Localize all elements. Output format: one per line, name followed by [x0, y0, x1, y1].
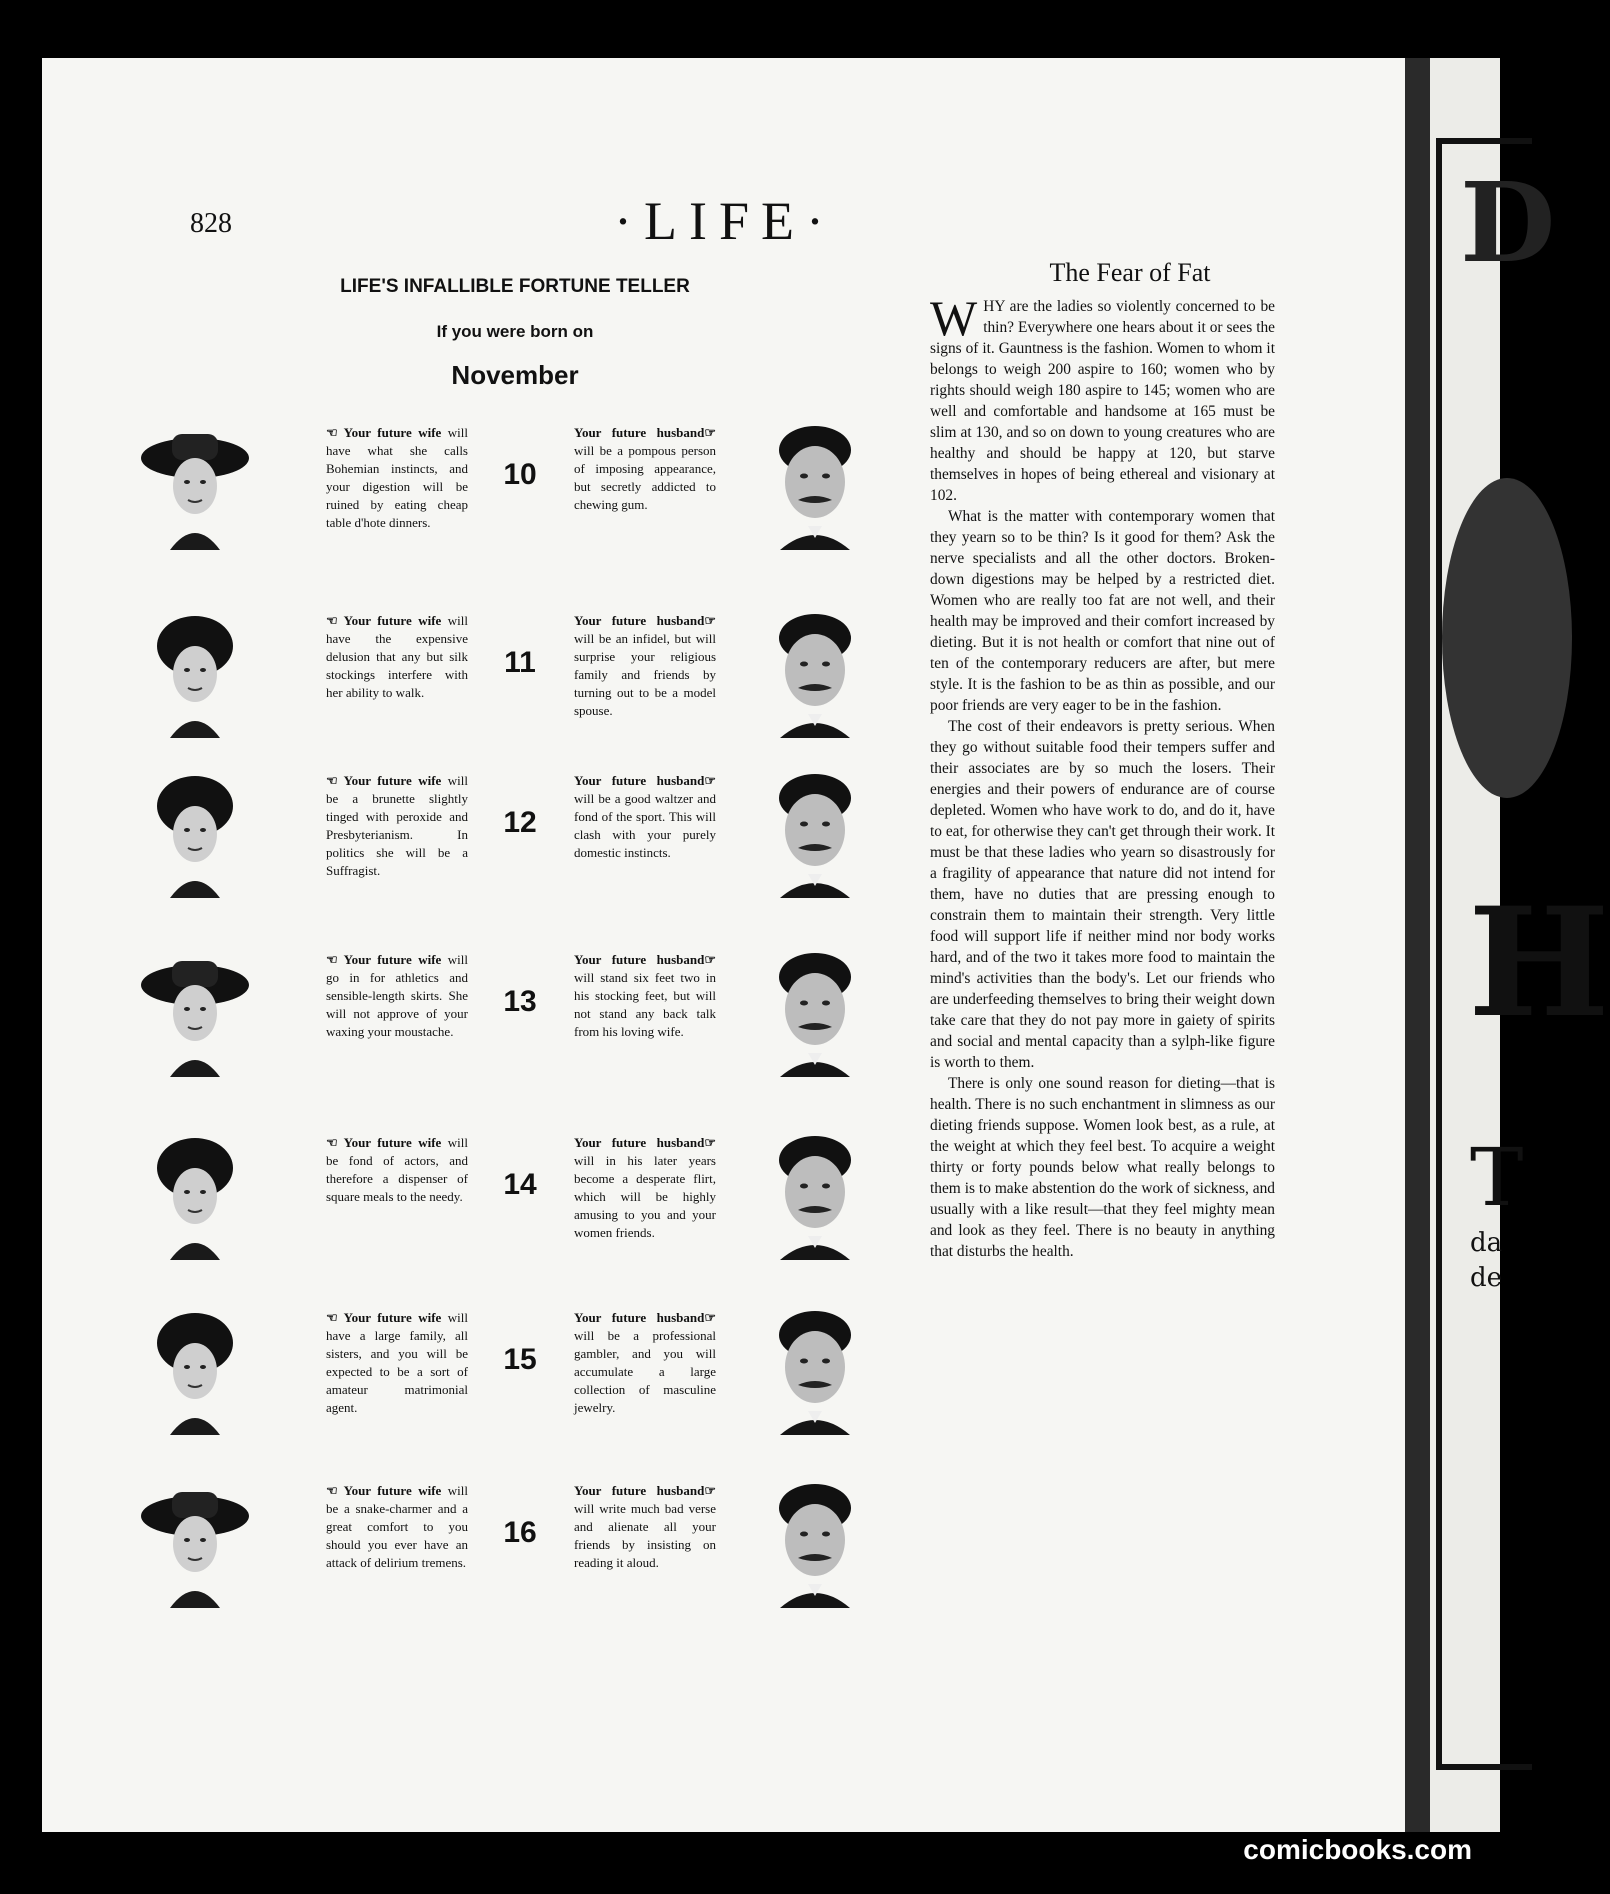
facing-page-letter-h: H — [1468, 875, 1610, 1051]
husband-fortune-text — [574, 1309, 716, 1417]
wife-fortune-body: will have a large family, all sisters, and you will be expected to be a sort of amateur matrimonial agent. — [326, 1310, 468, 1415]
book-gutter — [1405, 58, 1430, 1832]
article-dropcap: W — [930, 290, 978, 346]
wife-portrait-image — [140, 947, 250, 1077]
birth-day-number: 16 — [503, 1516, 537, 1549]
article-paragraph-text: There is only one sound reason for dieting—that is health. There is no such enchantment in slimness as our dieting friends suppose. Women look best, as a rule, at the weight at which they feel best. To acquire a weight thirty or forty pounds below what really belongs to them is to make abstention do the work of sickness, and usually with a like result—that they feel mighty mean and look as they feel. There is no beauty in anything that disturbs the health. — [930, 1075, 1275, 1260]
wife-portrait-image — [140, 608, 250, 738]
facing-page-letter-d: D — [1460, 158, 1556, 287]
wife-lead-label: ☜ Your future wife — [326, 613, 448, 628]
facing-page-letter-t: T — [1470, 1131, 1524, 1224]
article-paragraph — [930, 290, 1275, 506]
wife-fortune-text — [326, 424, 468, 532]
husband-fortune-body: will be a good waltzer and fond of the sport. This will clash with your purely domestic instincts. — [574, 791, 716, 860]
birth-day-number: 14 — [503, 1168, 537, 1201]
fortune-row — [140, 768, 870, 928]
husband-portrait-image — [760, 608, 870, 738]
watermark: comicbooks.com — [1243, 1834, 1472, 1865]
fortune-row — [140, 1478, 870, 1638]
wife-portrait-image — [140, 1478, 250, 1608]
birth-day-number: 15 — [503, 1343, 537, 1376]
facing-page-text-de: de — [1470, 1263, 1503, 1293]
wife-portrait-image — [140, 768, 250, 898]
facing-page-text-da: da — [1470, 1228, 1503, 1258]
fortune-teller-subtitle: If you were born on — [436, 322, 594, 341]
husband-fortune-body: will stand six feet two in his stocking feet, but will not stand any back talk from his loving wife. — [574, 970, 716, 1039]
husband-portrait-image — [760, 1305, 870, 1435]
husband-fortune-body: will be an infidel, but will surprise your religious family and friends by turning out to be a model spouse. — [574, 631, 716, 718]
husband-portrait-image — [760, 1478, 870, 1608]
article-paragraph-text: The cost of their endeavors is pretty serious. When they go without suitable food their tempers suffer and their associates are by so much the losers. Their energies and their powers of endurance are of course depleted. Women who have work to do, and do it, have to eat, for otherwise they can't get through their work. It must be that these ladies who yearn so disastrously for a fragility of appearance that nature did not intend for them, have no duties that are pressing enough to constrain them to maintain their strength. Very little food will support life if neither mind nor body works hard, and of the two it takes more food to maintain the mind's activities than the body's. Let our friends who are underfeeding themselves to bring their weight down take care that they do not pay more in gaiety of spirits and social and mental capacity than a sylph-like figure is worth to them. — [930, 718, 1275, 1071]
birth-day-number: 10 — [503, 458, 537, 491]
article-paragraph-text: What is the matter with contemporary women that they yearn so to be thin? Is it good for them? Ask the nerve specialists and all the other doctors. Broken-down digestions may be helped by a restricted diet. Women who are really too fat are not well, and their health may be improved and their comfort increased by dieting. But it is not health or comfort that nine out of ten of the contemporary reducers are after, but mere style. It is the fashion to be as thin as possible, and our poor friends are very eager to be in the fashion. — [930, 508, 1275, 714]
husband-fortune-text — [574, 772, 716, 862]
wife-fortune-body: will go in for athletics and sensible-length skirts. She will not approve of your waxing your moustache. — [326, 952, 468, 1039]
wife-fortune-body: will be fond of actors, and therefore a dispenser of square meals to the needy. — [326, 1135, 468, 1204]
wife-fortune-body: will be a snake-charmer and a great comfort to you should you ever have an attack of delirium tremens. — [326, 1483, 468, 1570]
fortune-row — [140, 420, 870, 580]
wife-fortune-text — [326, 1134, 468, 1206]
fortune-teller-title: LIFE'S INFALLIBLE FORTUNE TELLER — [340, 276, 690, 297]
wife-lead-label: ☜ Your future wife — [326, 952, 448, 967]
husband-lead-label: Your future husband☞ — [574, 952, 716, 967]
husband-lead-label: Your future husband☞ — [574, 1310, 716, 1325]
husband-portrait-image — [760, 947, 870, 1077]
husband-lead-label: Your future husband☞ — [574, 1135, 716, 1150]
wife-portrait-image — [140, 1130, 250, 1260]
wife-lead-label: ☜ Your future wife — [326, 1310, 448, 1325]
husband-fortune-body: will in his later years become a desperate flirt, which will be highly amusing to you and your women friends. — [574, 1153, 716, 1240]
husband-fortune-body: will be a pompous person of imposing appearance, but secretly addicted to chewing gum. — [574, 443, 716, 512]
fortune-row — [140, 947, 870, 1107]
husband-fortune-text — [574, 1482, 716, 1572]
husband-lead-label: Your future husband☞ — [574, 1483, 716, 1498]
fortune-teller-month: November — [451, 360, 579, 390]
husband-fortune-body: will write much bad verse and alienate all your friends by insisting on reading it aloud. — [574, 1501, 716, 1570]
birth-day-number: 12 — [503, 806, 537, 839]
facing-page-fragment — [1430, 58, 1610, 1832]
article-paragraph — [930, 716, 1275, 1073]
fortune-row — [140, 1130, 870, 1290]
wife-fortune-text — [326, 951, 468, 1041]
wife-lead-label: ☜ Your future wife — [326, 1135, 448, 1150]
birth-day-number: 13 — [503, 985, 537, 1018]
husband-fortune-text — [574, 424, 716, 514]
husband-lead-label: Your future husband☞ — [574, 613, 716, 628]
article-title: The Fear of Fat — [1049, 258, 1211, 287]
wife-lead-label: ☜ Your future wife — [326, 425, 448, 440]
husband-lead-label: Your future husband☞ — [574, 425, 716, 440]
wife-fortune-text — [326, 772, 468, 880]
husband-fortune-text — [574, 1134, 716, 1242]
husband-lead-label: Your future husband☞ — [574, 773, 716, 788]
husband-fortune-body: will be a professional gambler, and you will accumulate a large collection of masculine jewelry. — [574, 1328, 716, 1415]
husband-fortune-text — [574, 612, 716, 720]
wife-fortune-text — [326, 612, 468, 702]
wife-lead-label: ☜ Your future wife — [326, 1483, 448, 1498]
masthead-title: ·LIFE· — [614, 191, 836, 251]
fortune-row — [140, 1305, 870, 1465]
husband-portrait-image — [760, 420, 870, 550]
article-paragraph — [930, 1073, 1275, 1262]
wife-fortune-text — [326, 1309, 468, 1417]
husband-portrait-image — [760, 768, 870, 898]
husband-portrait-image — [760, 1130, 870, 1260]
article-paragraph-text: HY are the ladies so violently concerned to be thin? Everywhere one hears about it or sees the signs of it. Gauntness is the fashion. Women to whom it belongs to weigh 200 aspire to 160; women who by rights should weigh 180 aspire to 145; women who are well and comfortable and handsome at 165 must be slim at 130, and so on down to young creatures who are healthy and should be happy at 120, but starve themselves in hopes of being ethereal and visionary at 102. — [930, 298, 1275, 504]
husband-fortune-text — [574, 951, 716, 1041]
wife-fortune-body: will have what she calls Bohemian instincts, and your digestion will be ruined by eating cheap table d'hote dinners. — [326, 425, 468, 530]
article-body — [930, 290, 1275, 1262]
fortune-row — [140, 608, 870, 768]
wife-fortune-body: will be a brunette slightly tinged with peroxide and Presbyterianism. In politics she will be a Suffragist. — [326, 773, 468, 878]
page-number: 828 — [190, 208, 232, 239]
wife-portrait-image — [140, 1305, 250, 1435]
facing-page-portrait — [1442, 478, 1572, 798]
article-paragraph — [930, 506, 1275, 716]
wife-fortune-text — [326, 1482, 468, 1572]
wife-portrait-image — [140, 420, 250, 550]
wife-fortune-body: will have the expensive delusion that any but silk stockings interfere with her ability to walk. — [326, 613, 468, 700]
wife-lead-label: ☜ Your future wife — [326, 773, 448, 788]
birth-day-number: 11 — [504, 646, 536, 679]
